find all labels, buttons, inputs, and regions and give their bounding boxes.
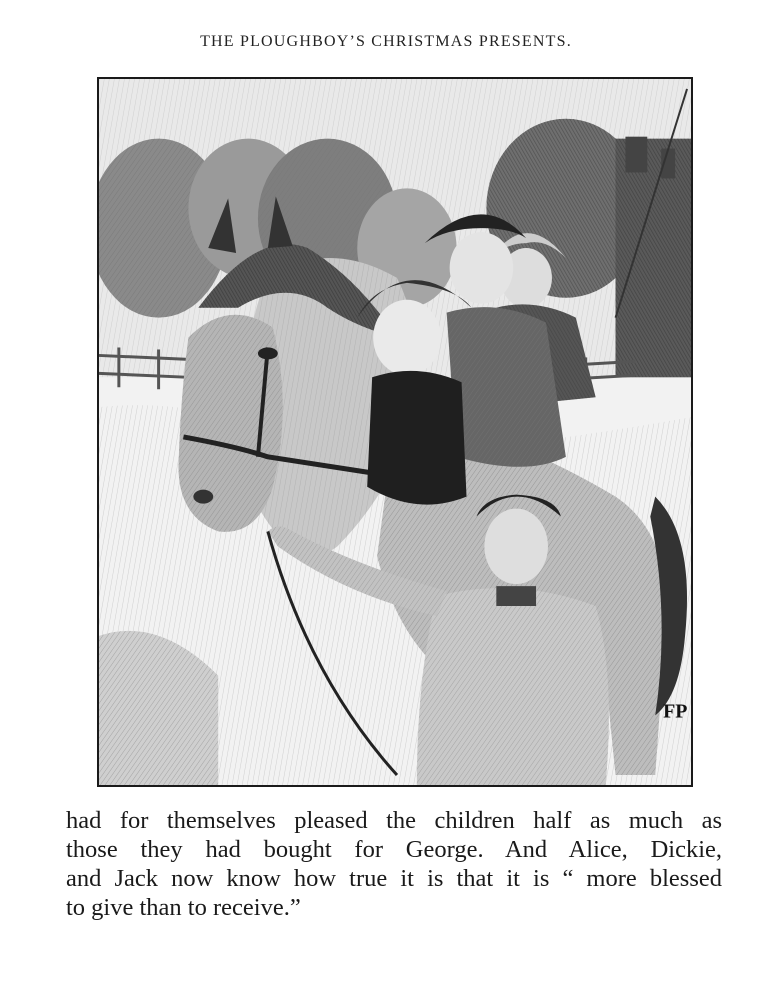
body-line-3: and Jack now know how true it is that it is “ more blessed xyxy=(66,865,722,892)
body-line-1: had for themselves pleased the children half as much as xyxy=(66,807,722,834)
body-line-2: those they had bought for George. And Alice, Dickie, xyxy=(66,836,722,863)
artist-monogram xyxy=(663,700,687,722)
running-head: THE PLOUGHBOY’S CHRISTMAS PRESENTS. xyxy=(200,33,572,50)
svg-text:FP: FP xyxy=(663,700,688,723)
body-line-4: to give than to receive.” xyxy=(66,894,301,921)
engraving-illustration xyxy=(99,79,691,785)
illustration-plate xyxy=(97,77,693,787)
body-paragraph xyxy=(66,806,722,922)
